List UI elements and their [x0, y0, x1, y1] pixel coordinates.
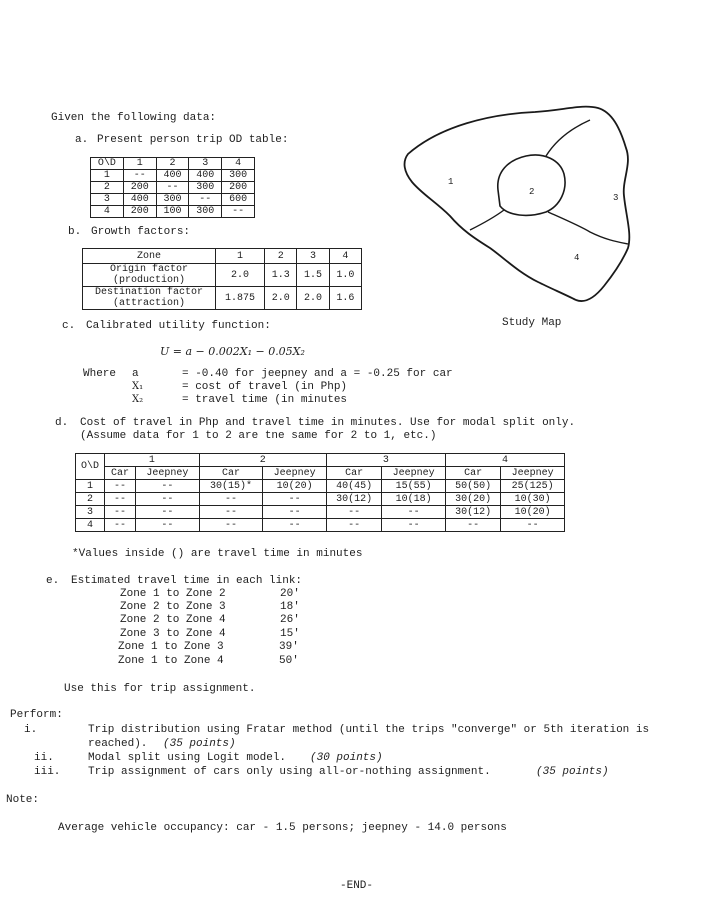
link-time: 20′	[280, 588, 300, 600]
table-cell: 30(20)	[445, 493, 500, 506]
link-name: Zone 2 to Zone 4	[120, 614, 226, 626]
table-row	[76, 480, 565, 493]
table-cell: 4	[91, 206, 124, 218]
table-cell: 200	[222, 182, 255, 194]
table-cell: 25(125)	[501, 480, 565, 493]
table-row	[91, 170, 255, 182]
growth-factor-table	[82, 248, 362, 310]
section-b-title: Growth factors:	[91, 226, 191, 238]
table-cell: --	[189, 194, 222, 206]
table-cell: --	[136, 506, 200, 519]
table-footnote: *Values inside () are travel time in minutes	[72, 548, 363, 560]
note-title: Note:	[6, 794, 40, 806]
table-cell: 3	[297, 249, 329, 264]
table-row	[76, 454, 565, 467]
link-name: Zone 1 to Zone 4	[118, 655, 224, 667]
map-outline	[405, 107, 630, 301]
table-cell: 400	[189, 170, 222, 182]
table-cell: 4	[329, 249, 361, 264]
utility-equation: U = a − 0.002X₁ − 0.05X₂	[160, 345, 305, 358]
table-cell: 10(18)	[382, 493, 446, 506]
table-cell: 1.5	[297, 264, 329, 287]
intro-text: Given the following data:	[51, 112, 217, 124]
table-cell: --	[105, 493, 136, 506]
table-cell: 30(12)	[326, 493, 381, 506]
table-cell: --	[263, 506, 327, 519]
perform-item-continuation: reached).	[88, 738, 148, 750]
boundary-line-1-4	[470, 210, 504, 230]
section-a-label: a.	[75, 134, 89, 146]
table-cell: 10(20)	[263, 480, 327, 493]
table-cell: --	[501, 519, 565, 532]
section-d-line-1: Cost of travel in Php and travel time in minutes. Use for modal split only.	[80, 417, 576, 429]
table-cell: 10(30)	[501, 493, 565, 506]
table-cell: --	[199, 519, 263, 532]
dest-header: 2	[199, 454, 326, 467]
table-cell: 1.875	[216, 287, 265, 310]
table-cell: 300	[189, 206, 222, 218]
table-cell: 1	[76, 480, 105, 493]
link-time: 26′	[280, 614, 300, 626]
var-a: a	[132, 368, 139, 380]
table-cell: 200	[123, 206, 156, 218]
link-time: 15′	[280, 628, 300, 640]
end-marker: -END-	[340, 880, 374, 892]
table-cell: 2	[76, 493, 105, 506]
study-map-caption: Study Map	[502, 317, 562, 329]
table-cell: 1	[91, 170, 124, 182]
mode-header: Car	[105, 467, 136, 480]
table-cell: --	[445, 519, 500, 532]
mode-header: Car	[326, 467, 381, 480]
perform-item-text: Trip assignment of cars only using all-or-nothing assignment.	[88, 766, 491, 778]
table-cell: --	[382, 519, 446, 532]
table-cell: 1	[216, 249, 265, 264]
section-c-label: c.	[62, 320, 76, 332]
link-name: Zone 2 to Zone 3	[120, 601, 226, 613]
table-cell: --	[136, 519, 200, 532]
zone-label-4: 4	[574, 253, 580, 263]
table-cell: --	[105, 519, 136, 532]
table-cell: --	[136, 480, 200, 493]
table-row	[76, 506, 565, 519]
table-cell: --	[199, 493, 263, 506]
dest-label-line-1: Destination factor	[94, 287, 204, 298]
section-e-label: e.	[46, 575, 60, 587]
table-row	[76, 519, 565, 532]
table-cell: 1.0	[329, 264, 361, 287]
section-c-title: Calibrated utility function:	[86, 320, 271, 332]
table-cell: --	[123, 170, 156, 182]
table-cell: 2	[265, 249, 297, 264]
table-cell: 2	[91, 182, 124, 194]
perform-item-text: Trip distribution using Fratar method (until the trips "converge" or 5th iteration is	[88, 724, 650, 736]
dest-header: 4	[445, 454, 564, 467]
perform-item-text: Modal split using Logit model.	[88, 752, 287, 764]
table-cell: 15(55)	[382, 480, 446, 493]
origin-label-line-1: Origin factor	[109, 264, 188, 275]
def-a: = -0.40 for jeepney and a = -0.25 for car	[182, 368, 453, 380]
od-table-header	[91, 158, 255, 170]
perform-title: Perform:	[10, 709, 63, 721]
var-x1: X₁	[132, 381, 144, 392]
od-table	[90, 157, 255, 218]
table-cell: Zone	[83, 249, 216, 264]
table-cell: 1.3	[265, 264, 297, 287]
perform-item-number: ii.	[34, 752, 54, 764]
link-name: Zone 3 to Zone 4	[120, 628, 226, 640]
table-cell: 2.0	[297, 287, 329, 310]
mode-header: Jeepney	[263, 467, 327, 480]
var-x2: X₂	[132, 394, 144, 405]
section-d-line-2: (Assume data for 1 to 2 are tne same for 2 to 1, etc.)	[80, 430, 437, 442]
boundary-line-1-3	[546, 120, 590, 156]
table-row	[91, 194, 255, 206]
section-a-title: Present person trip OD table:	[97, 134, 289, 146]
origin-label-line-2: (production)	[112, 275, 185, 286]
table-cell: 600	[222, 194, 255, 206]
table-cell: --	[156, 182, 189, 194]
link-time: 39′	[279, 641, 299, 653]
dest-header: 3	[326, 454, 445, 467]
table-cell: 2.0	[265, 287, 297, 310]
table-row	[83, 249, 362, 264]
boundary-line-3-4	[548, 212, 628, 244]
assignment-note: Use this for trip assignment.	[64, 683, 256, 695]
zone-label-1: 1	[448, 177, 454, 187]
link-name: Zone 1 to Zone 3	[118, 641, 224, 653]
table-cell: 300	[222, 170, 255, 182]
link-time: 50′	[279, 655, 299, 667]
table-cell: 50(50)	[445, 480, 500, 493]
od-header-cell: 1	[123, 158, 156, 170]
mode-header: Jeepney	[136, 467, 200, 480]
table-cell: 100	[156, 206, 189, 218]
perform-item-points: (35 points)	[163, 738, 236, 750]
zone-label-3: 3	[613, 193, 619, 203]
od-header-cell: 3	[189, 158, 222, 170]
mode-header: Car	[445, 467, 500, 480]
table-cell: 300	[156, 194, 189, 206]
mode-header: Jeepney	[501, 467, 565, 480]
table-cell: 10(20)	[501, 506, 565, 519]
table-row	[91, 182, 255, 194]
table-row	[91, 206, 255, 218]
section-e-title: Estimated travel time in each link:	[71, 575, 303, 587]
cost-travel-table	[75, 453, 565, 532]
zone-2-boundary	[498, 155, 565, 215]
table-cell: 30(12)	[445, 506, 500, 519]
table-cell: --	[105, 506, 136, 519]
od-header-cell: O\D	[91, 158, 124, 170]
study-map	[400, 98, 640, 310]
table-row	[76, 467, 565, 480]
table-cell: --	[199, 506, 263, 519]
table-cell: 3	[91, 194, 124, 206]
where-label: Where	[83, 368, 117, 380]
table-cell: --	[105, 480, 136, 493]
table-cell: 200	[123, 182, 156, 194]
table-cell: 1.6	[329, 287, 361, 310]
link-name: Zone 1 to Zone 2	[120, 588, 226, 600]
table-row	[76, 493, 565, 506]
table-corner: O\D	[76, 454, 105, 480]
table-cell: --	[382, 506, 446, 519]
table-row	[83, 264, 362, 287]
table-cell: 3	[76, 506, 105, 519]
table-cell: --	[326, 519, 381, 532]
table-cell: 300	[189, 182, 222, 194]
od-header-cell: 4	[222, 158, 255, 170]
dest-header: 1	[105, 454, 200, 467]
dest-label-line-2: (attraction)	[112, 298, 185, 309]
od-header-cell: 2	[156, 158, 189, 170]
perform-item-points: (35 points)	[536, 766, 609, 778]
table-row	[83, 287, 362, 310]
table-cell: --	[222, 206, 255, 218]
table-cell: 40(45)	[326, 480, 381, 493]
table-cell: --	[263, 493, 327, 506]
def-x2: = travel time (in minutes	[182, 394, 348, 406]
section-d-label: d.	[55, 417, 69, 429]
table-cell: --	[136, 493, 200, 506]
table-cell: 400	[156, 170, 189, 182]
table-cell: 400	[123, 194, 156, 206]
section-b-label: b.	[68, 226, 82, 238]
note-text: Average vehicle occupancy: car - 1.5 persons; jeepney - 14.0 persons	[58, 822, 507, 834]
def-x1: = cost of travel (in Php)	[182, 381, 348, 393]
mode-header: Jeepney	[382, 467, 446, 480]
link-time: 18′	[280, 601, 300, 613]
table-cell: 2.0	[216, 264, 265, 287]
mode-header: Car	[199, 467, 263, 480]
destination-factor-label	[83, 287, 216, 310]
perform-item-points: (30 points)	[310, 752, 383, 764]
origin-factor-label	[83, 264, 216, 287]
table-cell: --	[263, 519, 327, 532]
perform-item-number: iii.	[34, 766, 61, 778]
table-cell: --	[326, 506, 381, 519]
zone-label-2: 2	[529, 187, 535, 197]
table-cell: 30(15)*	[199, 480, 263, 493]
perform-item-number: i.	[24, 724, 38, 736]
table-cell: 4	[76, 519, 105, 532]
